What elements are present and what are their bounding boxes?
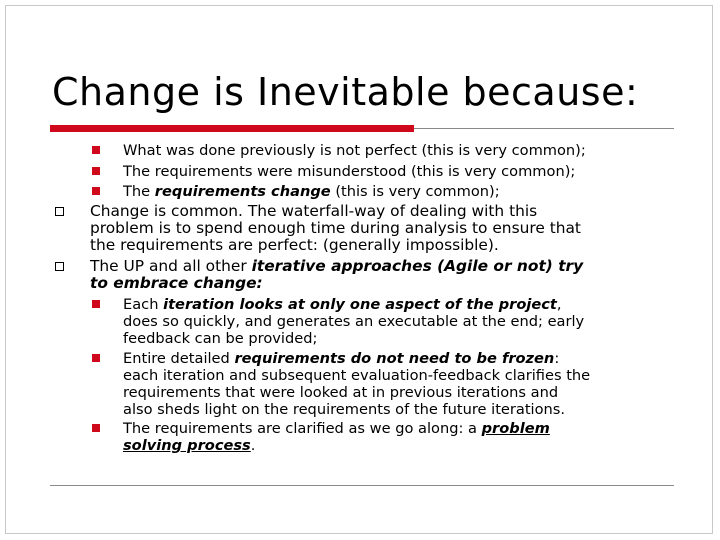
sub-bullet-text: The requirements are clarified as we go along: a problem (123, 420, 550, 437)
sub-bullet-text: does so quickly, and generates an executable at the end; early (123, 313, 585, 330)
bullet-square-icon (92, 187, 100, 195)
main-bullet-text: to embrace change: (90, 274, 263, 292)
main-bullet-text: problem is to spend enough time during analysis to ensure that (90, 219, 581, 237)
sub-bullet-text: What was done previously is not perfect (this is very common); (123, 142, 586, 159)
bullet-hollow-square-icon (55, 262, 64, 271)
bullet-square-icon (92, 354, 100, 362)
main-bullet-text: the requirements are perfect: (generally impossible). (90, 236, 499, 254)
footer-rule (50, 485, 674, 486)
sub-bullet-text: The requirements were misunderstood (this is very common); (123, 163, 576, 180)
sub-bullet-text: Entire detailed requirements do not need to be frozen: (123, 350, 560, 367)
sub-bullet-text: each iteration and subsequent evaluation-feedback clarifies the (123, 367, 591, 384)
slide-title: Change is Inevitable because: (52, 70, 639, 114)
bullet-square-icon (92, 424, 100, 432)
bullet-square-icon (92, 167, 100, 175)
title-accent-bar (50, 125, 414, 132)
sub-bullet-text: requirements that were looked at in previous iterations and (123, 384, 559, 401)
bullet-square-icon (92, 146, 100, 154)
sub-bullet-text: The requirements change (this is very common); (123, 183, 500, 200)
main-bullet-text: The UP and all other iterative approaches (Agile or not) try (90, 257, 584, 275)
bullet-square-icon (92, 300, 100, 308)
sub-bullet-text: feedback can be provided; (123, 330, 318, 347)
sub-bullet-text: solving process. (123, 437, 256, 454)
main-bullet-text: Change is common. The waterfall-way of dealing with this (90, 202, 538, 220)
bullet-hollow-square-icon (55, 207, 64, 216)
sub-bullet-text: Each iteration looks at only one aspect of the project, (123, 296, 562, 313)
sub-bullet-text: also sheds light on the requirements of the future iterations. (123, 401, 566, 418)
